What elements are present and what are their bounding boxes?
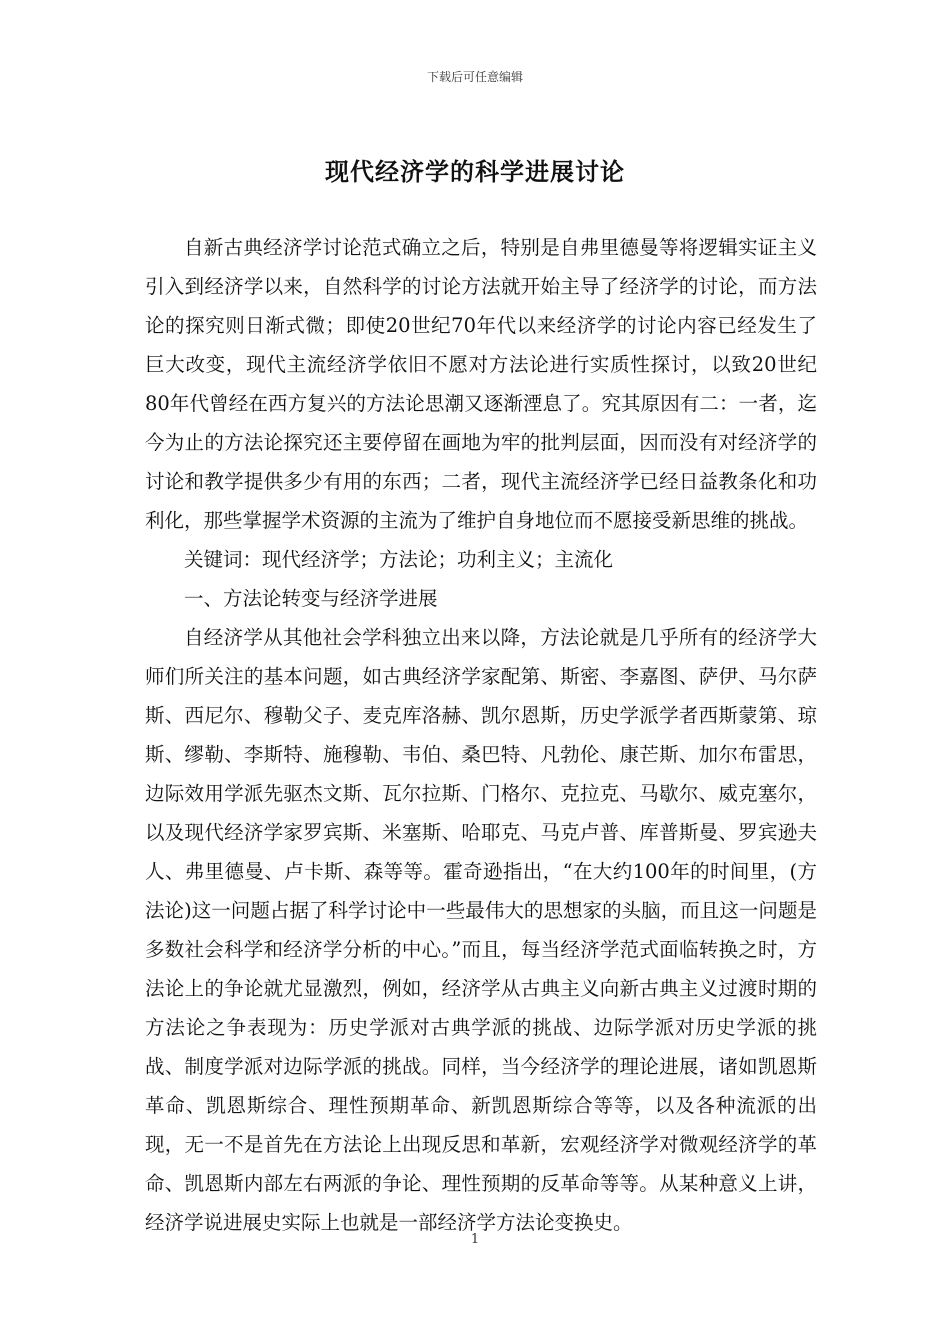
keywords-line: 关键词：现代经济学；方法论；功利主义；主流化 <box>184 548 614 571</box>
abstract-paragraph: 自新古典经济学讨论范式确立之后，特别是自弗里德曼等将逻辑实证主义引入到经济学以来，自然科学的讨论方法就开始主导了经济学的讨论，而方法论的探究则日渐式微；即使20世纪70年代以来经济学的讨论内容已经发生了巨大改变，现代主流经济学依旧不愿对方法论进行实质性探讨，以致20世纪80年代曾经在西方复兴的方法论思潮又逐渐湮息了。究其原因有二：一者，迄今为止的方法论探究还主要停留在画地为牢的批判层面，因而没有对经济学的讨论和教学提供多少有用的东西；二者，现代主流经济学已经日益教条化和功利化，那些掌握学术资源的主流为了维护自身地位而不愿接受新思维的挑战。 <box>145 236 817 532</box>
header-note: 下载后可任意编辑 <box>426 70 523 84</box>
document-body <box>145 228 817 1242</box>
page-number: 1 <box>470 1232 480 1247</box>
body-paragraph: 自经济学从其他社会学科独立出来以降，方法论就是几乎所有的经济学大师们所关注的基本问题，如古典经济学家配第、斯密、李嘉图、萨伊、马尔萨斯、西尼尔、穆勒父子、麦克库洛赫、凯尔恩斯，历史学派学者西斯蒙第、琼斯、缪勒、李斯特、施穆勒、韦伯、桑巴特、凡勃伦、康芒斯、加尔布雷思，边际效用学派先驱杰文斯、瓦尔拉斯、门格尔、克拉克、马歇尔、威克塞尔，以及现代经济学家罗宾斯、米塞斯、哈耶克、马克卢普、库普斯曼、罗宾逊夫人、弗里德曼、卢卡斯、森等等。霍奇逊指出，“在大约100年的时间里，(方法论)这一问题占据了科学讨论中一些最伟大的思想家的头脑，而且这一问题是多数社会科学和经济学分析的中心。”而且，每当经济学范式面临转换之时，方法论上的争论就尤显激烈，例如，经济学从古典主义向新古典主义过渡时期的方法论之争表现为：历史学派对古典学派的挑战、边际学派对历史学派的挑战、制度学派对边际学派的挑战。同样，当今经济学的理论进展，诸如凯恩斯革命、凯恩斯综合、理性预期革命、新凯恩斯综合等等，以及各种流派的出现，无一不是首先在方法论上出现反思和革新，宏观经济学对微观经济学的革命、凯恩斯内部左右两派的争论、理性预期的反革命等等。从某种意义上讲，经济学说进展史实际上也就是一部经济学方法论变换史。 <box>145 626 817 1234</box>
document-title: 现代经济学的科学进展讨论 <box>325 157 625 186</box>
section-heading: 一、方法论转变与经济学进展 <box>184 587 438 610</box>
